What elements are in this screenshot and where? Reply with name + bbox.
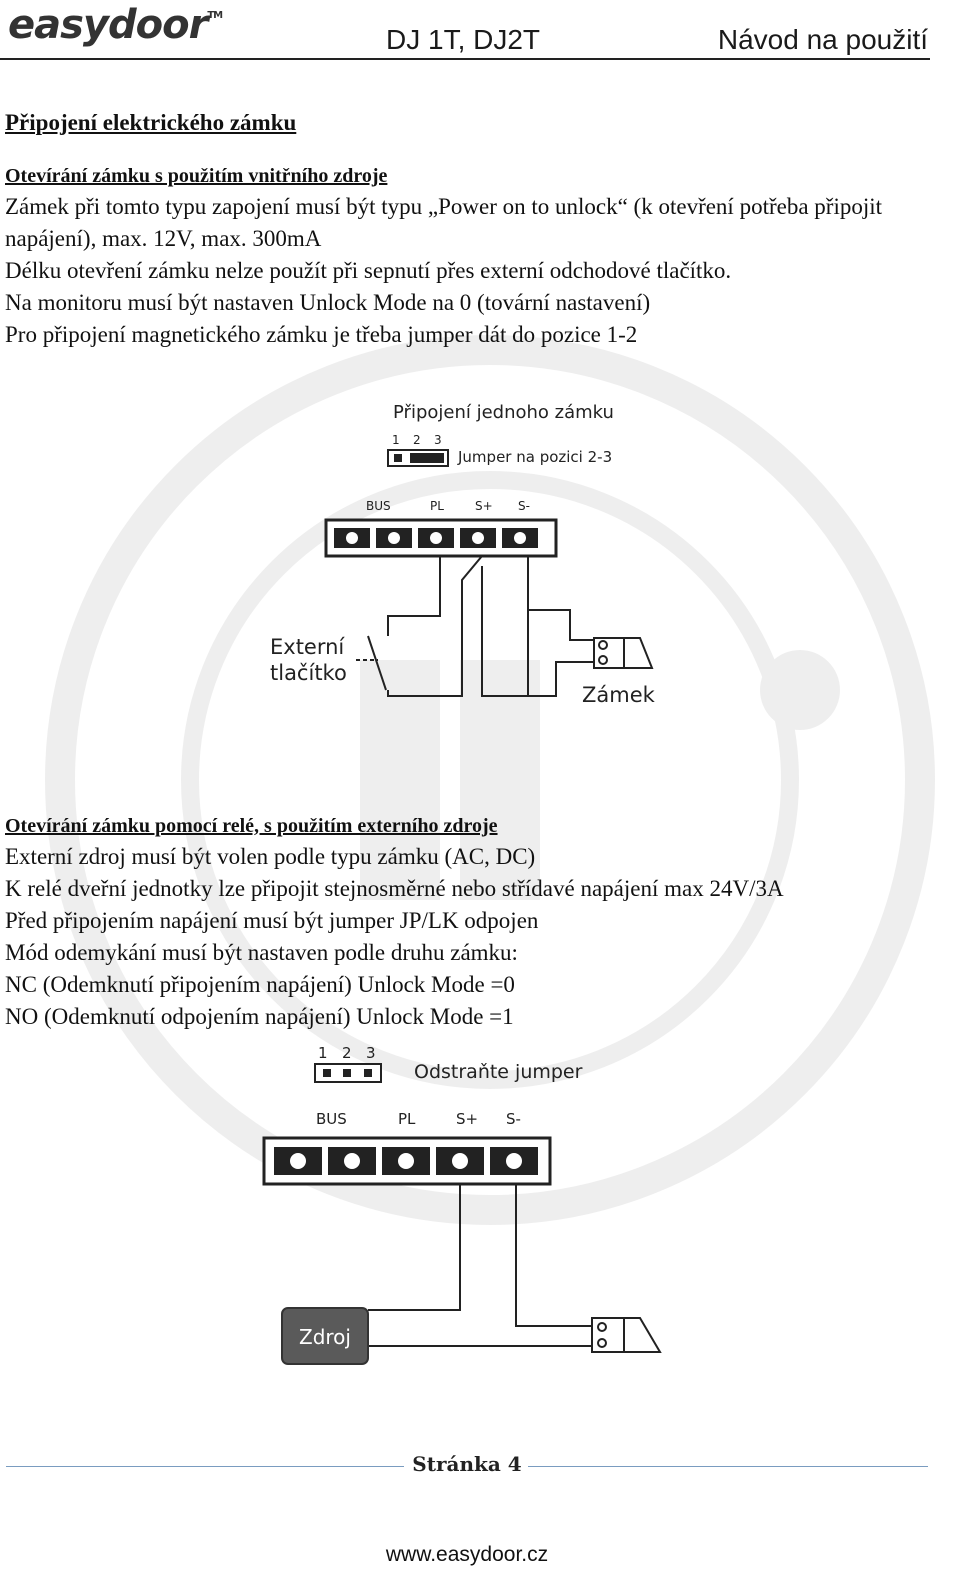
text-line: Délku otevření zámku nelze použít při sepnutí přes externí odchodové tlačítko. — [5, 258, 732, 283]
section-title: Připojení elektrického zámku — [5, 110, 297, 135]
terminal-label: S+ — [475, 499, 493, 513]
terminal-label: S- — [518, 499, 530, 513]
header-manual-title: Návod na použití — [717, 24, 928, 55]
button-label: tlačítko — [270, 661, 347, 685]
text-line: NO (Odemknutí odpojením napájení) Unlock Mode =1 — [5, 1004, 514, 1029]
external-power-section — [5, 811, 945, 1033]
jumper-cap — [410, 453, 444, 463]
brand-logo: easydoor™ — [8, 2, 223, 48]
internal-power-title: Otevírání zámku s použitím vnitřního zdroje — [5, 165, 388, 187]
lock-icon — [594, 638, 652, 668]
pin-label: 2 — [342, 1044, 352, 1062]
text-line: Zámek při tomto typu zapojení musí být typu „Power on to unlock“ (k otevření potřeba připojit — [5, 194, 883, 219]
lock-icon — [592, 1318, 660, 1352]
terminal-label: S+ — [456, 1110, 479, 1128]
text-line: napájení), max. 12V, max. 300mA — [5, 226, 322, 251]
wires — [368, 1184, 596, 1346]
pin-label: 3 — [434, 433, 442, 447]
jumper-label: Odstraňte jumper — [414, 1061, 583, 1083]
terminal-label: BUS — [366, 499, 391, 513]
page-number: Stránka 4 — [412, 1452, 522, 1476]
pin-label: 3 — [366, 1044, 376, 1062]
footer-website: www.easydoor.cz — [385, 1543, 549, 1566]
pin-label: 1 — [392, 433, 400, 447]
relay-external-power-diagram — [0, 1040, 960, 1370]
pin-label: 2 — [413, 433, 421, 447]
terminal-label: BUS — [316, 1110, 347, 1128]
text-line: K relé dveřní jednotky lze připojit stejnosměrné nebo střídavé napájení max 24V/3A — [5, 876, 784, 901]
text-line: Mód odemykání musí být nastaven podle druhu zámku: — [5, 940, 518, 965]
button-label: Externí — [270, 635, 345, 659]
terminal-label: PL — [430, 499, 444, 513]
single-lock-wiring-diagram — [0, 390, 960, 720]
power-supply-label: Zdroj — [299, 1325, 351, 1349]
text-line: NC (Odemknutí připojením napájení) Unlock Mode =0 — [5, 972, 515, 997]
terminal-label: S- — [506, 1110, 521, 1128]
page-header — [0, 0, 960, 62]
jumper-label: Jumper na pozici 2-3 — [458, 448, 613, 466]
text-line: Externí zdroj musí být volen podle typu zámku (AC, DC) — [5, 844, 536, 869]
text-line: Před připojením napájení musí být jumper JP/LK odpojen — [5, 908, 539, 933]
diagram-title: Připojení jednoho zámku — [393, 402, 614, 423]
lock-label: Zámek — [582, 683, 655, 707]
internal-power-section — [5, 161, 945, 351]
text-line: Pro připojení magnetického zámku je třeba jumper dát do pozice 1-2 — [5, 322, 638, 347]
wires — [388, 556, 600, 696]
header-divider — [0, 58, 930, 60]
header-model: DJ 1T, DJ2T — [386, 24, 541, 55]
external-power-title: Otevírání zámku pomocí relé, s použitím externího zdroje — [5, 815, 498, 837]
terminal-label: PL — [398, 1110, 416, 1128]
text-line: Na monitoru musí být nastaven Unlock Mode na 0 (tovární nastavení) — [5, 290, 651, 315]
pin-label: 1 — [318, 1044, 328, 1062]
